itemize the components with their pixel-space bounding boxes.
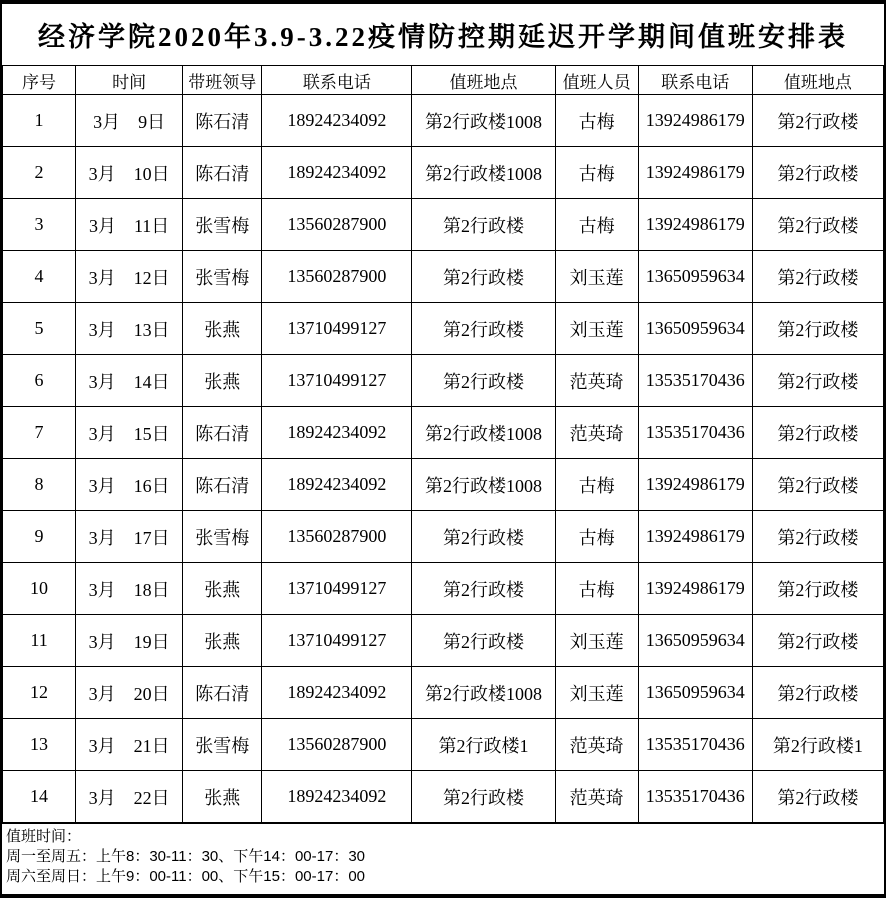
duty-person-location: 第2行政楼	[752, 147, 883, 199]
row-number: 10	[3, 563, 76, 615]
table-row	[3, 199, 884, 251]
leader-duty-location: 第2行政楼	[412, 615, 555, 667]
date: 3月 12日	[76, 251, 183, 303]
duty-person-location: 第2行政楼	[752, 511, 883, 563]
date: 3月 14日	[76, 355, 183, 407]
table-row	[3, 147, 884, 199]
duty-person-phone: 13650959634	[638, 615, 752, 667]
leader-phone: 13710499127	[262, 303, 412, 355]
table-row	[3, 251, 884, 303]
table-row	[3, 459, 884, 511]
duty-person-location: 第2行政楼1	[752, 719, 883, 771]
duty-person-name: 古梅	[555, 199, 638, 251]
row-number: 6	[3, 355, 76, 407]
leader-name: 陈石清	[183, 95, 262, 147]
duty-person-phone: 13924986179	[638, 511, 752, 563]
duty-person-location: 第2行政楼	[752, 355, 883, 407]
leader-name: 陈石清	[183, 459, 262, 511]
leader-phone: 13710499127	[262, 355, 412, 407]
table-row	[3, 95, 884, 147]
weekday-duty-hours: 周一至周五：上午8：30-11：30、下午14：00-17：30	[6, 848, 366, 865]
leader-duty-location: 第2行政楼	[412, 563, 555, 615]
duty-person-location: 第2行政楼	[752, 199, 883, 251]
leader-duty-location: 第2行政楼	[412, 251, 555, 303]
leader-duty-location: 第2行政楼	[412, 199, 555, 251]
duty-table-body	[3, 95, 884, 823]
duty-person-name: 刘玉莲	[555, 615, 638, 667]
leader-phone: 13560287900	[262, 719, 412, 771]
duty-person-location: 第2行政楼	[752, 251, 883, 303]
duty-person-phone: 13650959634	[638, 251, 752, 303]
date: 3月 17日	[76, 511, 183, 563]
leader-name: 张雪梅	[183, 251, 262, 303]
leader-name: 张雪梅	[183, 719, 262, 771]
header-date: 时间	[76, 66, 183, 95]
row-number: 13	[3, 719, 76, 771]
leader-duty-location: 第2行政楼	[412, 511, 555, 563]
leader-phone: 13710499127	[262, 563, 412, 615]
table-row	[3, 355, 884, 407]
header-duty-person-location: 值班地点	[752, 66, 883, 95]
leader-duty-location: 第2行政楼1008	[412, 147, 555, 199]
duty-person-name: 古梅	[555, 563, 638, 615]
leader-duty-location: 第2行政楼	[412, 355, 555, 407]
row-number: 11	[3, 615, 76, 667]
leader-phone: 13560287900	[262, 199, 412, 251]
date: 3月 20日	[76, 667, 183, 719]
row-number: 1	[3, 95, 76, 147]
duty-person-phone: 13924986179	[638, 199, 752, 251]
header-leader-location: 值班地点	[412, 66, 555, 95]
header-leader-phone: 联系电话	[262, 66, 412, 95]
table-row	[3, 615, 884, 667]
table-row	[3, 667, 884, 719]
row-number: 3	[3, 199, 76, 251]
date: 3月 11日	[76, 199, 183, 251]
leader-phone: 18924234092	[262, 667, 412, 719]
header-duty-person-phone: 联系电话	[638, 66, 752, 95]
header-row-number: 序号	[3, 66, 76, 95]
duty-person-location: 第2行政楼	[752, 407, 883, 459]
row-number: 9	[3, 511, 76, 563]
leader-duty-location: 第2行政楼	[412, 771, 555, 823]
duty-person-name: 刘玉莲	[555, 303, 638, 355]
duty-person-phone: 13535170436	[638, 719, 752, 771]
leader-name: 张雪梅	[183, 511, 262, 563]
date: 3月 21日	[76, 719, 183, 771]
duty-person-name: 范英琦	[555, 771, 638, 823]
duty-person-location: 第2行政楼	[752, 95, 883, 147]
duty-person-name: 刘玉莲	[555, 251, 638, 303]
page-title: 经济学院2020年3.9-3.22疫情防控期延迟开学期间值班安排表	[38, 22, 848, 52]
duty-person-name: 范英琦	[555, 355, 638, 407]
duty-hours-title: 值班时间：	[6, 828, 82, 845]
row-number: 14	[3, 771, 76, 823]
leader-name: 张雪梅	[183, 199, 262, 251]
weekend-duty-hours: 周六至周日：上午9：00-11：00、下午15：00-17：00	[6, 868, 366, 885]
leader-name: 陈石清	[183, 667, 262, 719]
duty-person-phone: 13535170436	[638, 355, 752, 407]
duty-person-location: 第2行政楼	[752, 303, 883, 355]
leader-phone: 18924234092	[262, 771, 412, 823]
date: 3月 16日	[76, 459, 183, 511]
row-number: 8	[3, 459, 76, 511]
leader-name: 张燕	[183, 563, 262, 615]
duty-person-name: 范英琦	[555, 719, 638, 771]
date: 3月 15日	[76, 407, 183, 459]
leader-phone: 13560287900	[262, 511, 412, 563]
duty-hours-note	[2, 823, 884, 889]
duty-person-phone: 13924986179	[638, 147, 752, 199]
leader-name: 张燕	[183, 303, 262, 355]
duty-person-phone: 13650959634	[638, 667, 752, 719]
duty-person-phone: 13535170436	[638, 407, 752, 459]
date: 3月 19日	[76, 615, 183, 667]
duty-person-name: 古梅	[555, 459, 638, 511]
leader-name: 陈石清	[183, 147, 262, 199]
table-row	[3, 511, 884, 563]
row-number: 4	[3, 251, 76, 303]
row-number: 12	[3, 667, 76, 719]
leader-name: 张燕	[183, 615, 262, 667]
header-duty-person: 值班人员	[555, 66, 638, 95]
row-number: 7	[3, 407, 76, 459]
duty-person-phone: 13924986179	[638, 459, 752, 511]
leader-duty-location: 第2行政楼1	[412, 719, 555, 771]
duty-person-name: 古梅	[555, 511, 638, 563]
duty-schedule-table	[2, 65, 884, 823]
leader-phone: 18924234092	[262, 459, 412, 511]
duty-person-location: 第2行政楼	[752, 771, 883, 823]
table-row	[3, 563, 884, 615]
duty-person-location: 第2行政楼	[752, 667, 883, 719]
duty-person-location: 第2行政楼	[752, 615, 883, 667]
duty-person-phone: 13924986179	[638, 95, 752, 147]
leader-phone: 18924234092	[262, 95, 412, 147]
leader-phone: 13710499127	[262, 615, 412, 667]
table-header-row	[3, 66, 884, 95]
duty-person-name: 古梅	[555, 95, 638, 147]
date: 3月 13日	[76, 303, 183, 355]
duty-person-phone: 13650959634	[638, 303, 752, 355]
duty-person-phone: 13924986179	[638, 563, 752, 615]
date: 3月 9日	[76, 95, 183, 147]
duty-person-name: 范英琦	[555, 407, 638, 459]
duty-person-location: 第2行政楼	[752, 459, 883, 511]
leader-duty-location: 第2行政楼1008	[412, 407, 555, 459]
leader-phone: 13560287900	[262, 251, 412, 303]
date: 3月 22日	[76, 771, 183, 823]
duty-person-phone: 13535170436	[638, 771, 752, 823]
leader-duty-location: 第2行政楼1008	[412, 459, 555, 511]
date: 3月 10日	[76, 147, 183, 199]
leader-name: 陈石清	[183, 407, 262, 459]
duty-person-name: 刘玉莲	[555, 667, 638, 719]
table-row	[3, 719, 884, 771]
leader-name: 张燕	[183, 355, 262, 407]
table-row	[3, 407, 884, 459]
table-row	[3, 771, 884, 823]
leader-phone: 18924234092	[262, 407, 412, 459]
leader-duty-location: 第2行政楼1008	[412, 95, 555, 147]
leader-duty-location: 第2行政楼1008	[412, 667, 555, 719]
header-leader-name: 带班领导	[183, 66, 262, 95]
leader-name: 张燕	[183, 771, 262, 823]
table-row	[3, 303, 884, 355]
leader-phone: 18924234092	[262, 147, 412, 199]
row-number: 2	[3, 147, 76, 199]
duty-person-location: 第2行政楼	[752, 563, 883, 615]
row-number: 5	[3, 303, 76, 355]
leader-duty-location: 第2行政楼	[412, 303, 555, 355]
date: 3月 18日	[76, 563, 183, 615]
duty-person-name: 古梅	[555, 147, 638, 199]
